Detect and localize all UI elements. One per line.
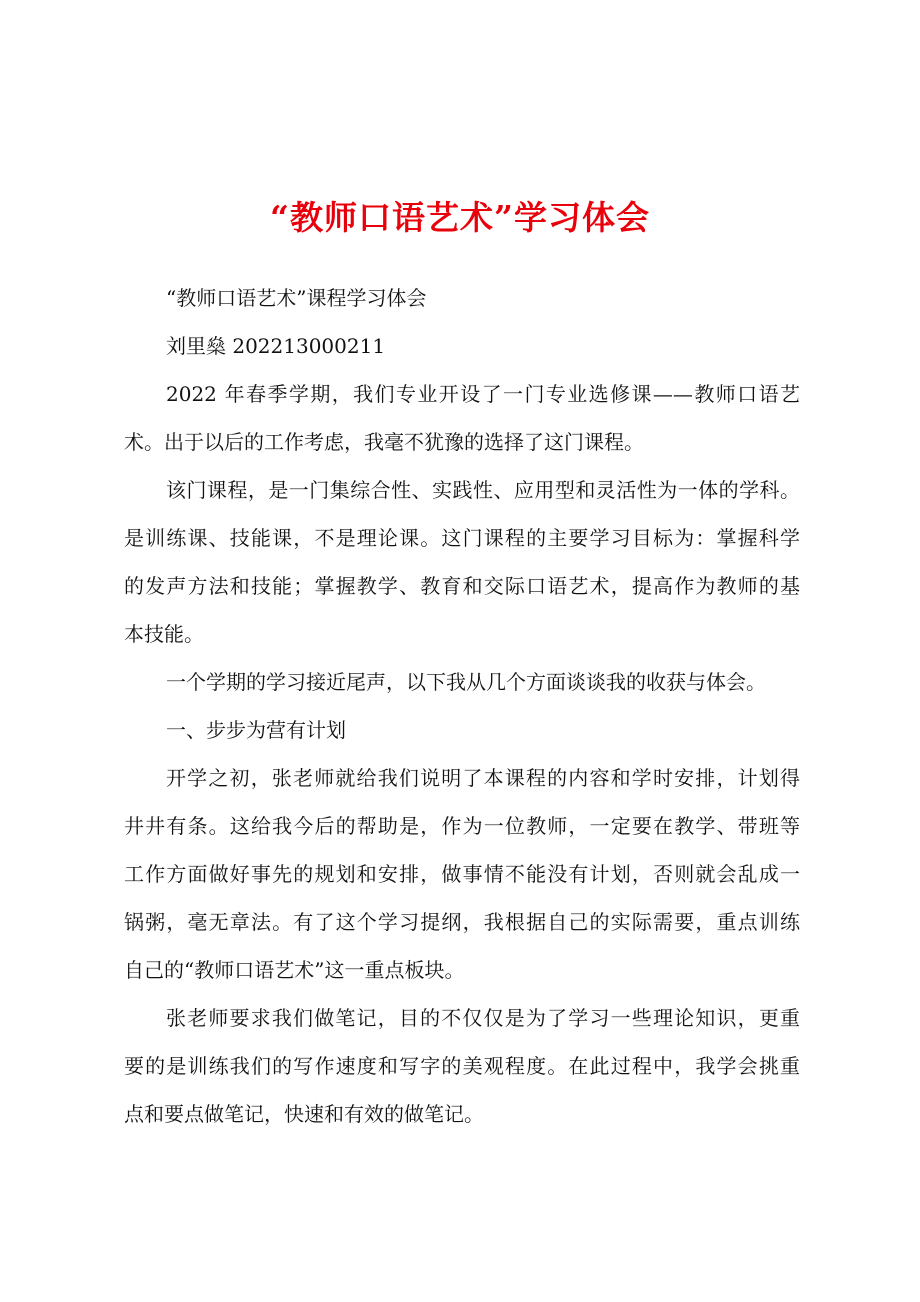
paragraph (124, 370, 800, 466)
text-line: 一、步步为营有计划 (166, 718, 346, 742)
text-line: 工作方面做好事先的规划和安排，做事情不能没有计划，否则就会乱成一 (124, 862, 800, 886)
paragraph (124, 658, 800, 706)
text-line: 开学之初，张老师就给我们说明了本课程的内容和学时安排，计划得 (166, 766, 800, 790)
text-line: 本技能。 (124, 622, 204, 646)
paragraph (124, 994, 800, 1138)
paragraph (124, 466, 800, 658)
text-line: 刘里燊 202213000211 (166, 334, 386, 358)
paragraph (124, 754, 800, 994)
text-line: 点和要点做笔记，快速和有效的做笔记。 (124, 1102, 484, 1126)
text-line: 术。出于以后的工作考虑，我毫不犹豫的选择了这门课程。 (124, 430, 644, 454)
text-line: 张老师要求我们做笔记，目的不仅仅是为了学习一些理论知识，更重 (166, 1006, 800, 1030)
paragraph (124, 322, 800, 370)
paragraph (124, 706, 800, 754)
paragraph (124, 274, 800, 322)
text-line: 2022 年春季学期，我们专业开设了一门专业选修课——教师口语艺 (166, 382, 800, 406)
text-line: 是训练课、技能课，不是理论课。这门课程的主要学习目标为：掌握科学 (124, 526, 800, 550)
text-line: “教师口语艺术”课程学习体会 (166, 286, 427, 310)
text-line: 该门课程，是一门集综合性、实践性、应用型和灵活性为一体的学科。 (166, 478, 800, 502)
document-title: “教师口语艺术”学习体会 (270, 198, 650, 237)
text-line: 自己的“教师口语艺术”这一重点板块。 (124, 958, 465, 982)
text-line: 的发声方法和技能；掌握教学、教育和交际口语艺术，提高作为教师的基 (124, 574, 800, 598)
text-line: 锅粥，毫无章法。有了这个学习提纲，我根据自己的实际需要，重点训练 (124, 910, 800, 934)
text-line: 井井有条。这给我今后的帮助是，作为一位教师，一定要在教学、带班等 (124, 814, 800, 838)
text-line: 一个学期的学习接近尾声，以下我从几个方面谈谈我的收获与体会。 (166, 670, 766, 694)
document-body (124, 274, 800, 1138)
text-line: 要的是训练我们的写作速度和写字的美观程度。在此过程中，我学会挑重 (124, 1054, 800, 1078)
